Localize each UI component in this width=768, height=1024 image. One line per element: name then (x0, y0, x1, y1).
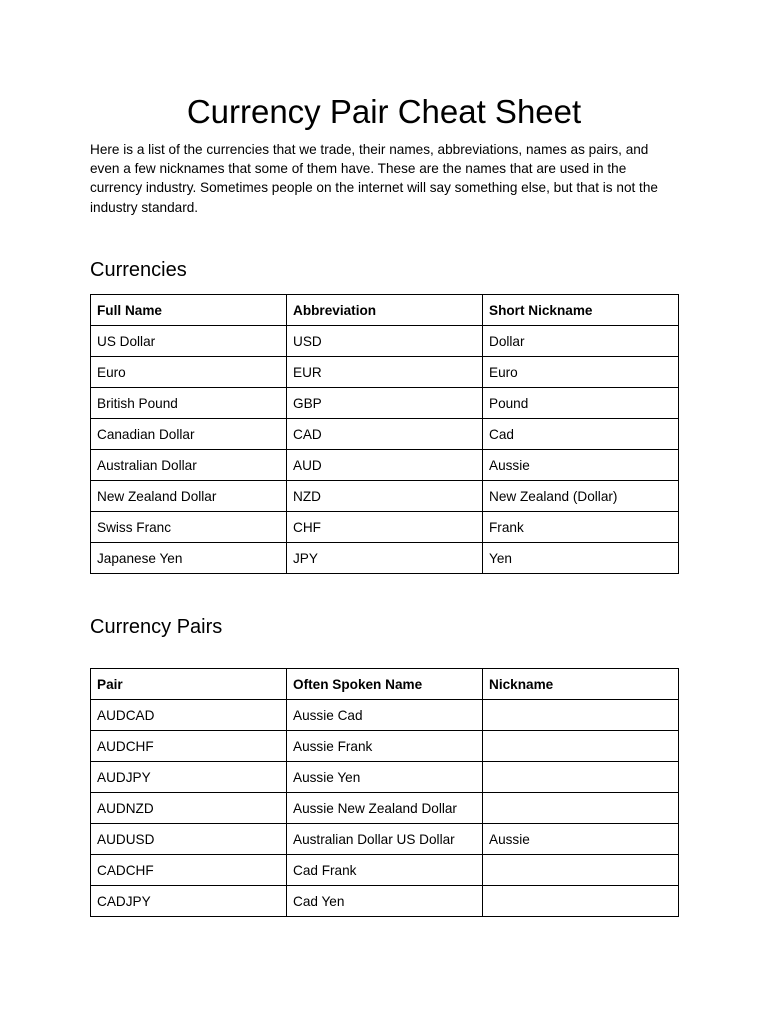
table-cell (483, 731, 679, 762)
table-cell: USD (287, 326, 483, 357)
table-cell: AUDCHF (91, 731, 287, 762)
currency-pairs-table (90, 668, 679, 917)
table-cell: Aussie Cad (287, 700, 483, 731)
table-cell: CADCHF (91, 855, 287, 886)
table-cell: Canadian Dollar (91, 419, 287, 450)
table-row (91, 512, 679, 543)
table-row (91, 762, 679, 793)
table-row (91, 419, 679, 450)
table-cell: Euro (483, 357, 679, 388)
table-cell: New Zealand (Dollar) (483, 481, 679, 512)
table-cell: AUDNZD (91, 793, 287, 824)
table-cell (483, 793, 679, 824)
table-cell: AUDUSD (91, 824, 287, 855)
table-row (91, 481, 679, 512)
table-cell: US Dollar (91, 326, 287, 357)
column-header: Pair (91, 669, 287, 700)
table-cell: NZD (287, 481, 483, 512)
table-cell: Aussie Frank (287, 731, 483, 762)
table-row (91, 886, 679, 917)
table-row (91, 326, 679, 357)
column-header: Nickname (483, 669, 679, 700)
table-header-row (91, 669, 679, 700)
table-cell: Aussie (483, 450, 679, 481)
table-cell: Cad Frank (287, 855, 483, 886)
table-cell: CAD (287, 419, 483, 450)
table-cell: AUDJPY (91, 762, 287, 793)
table-header-row (91, 295, 679, 326)
table-row (91, 450, 679, 481)
table-cell (483, 762, 679, 793)
intro-paragraph: Here is a list of the currencies that we trade, their names, abbreviations, names as pairs, and even a few nicknames that some of them have. These are the names that are used in the currency industry. Sometimes people on the internet will say something else, but that is not the industry standard. (90, 142, 658, 215)
table-cell: Cad (483, 419, 679, 450)
column-header: Short Nickname (483, 295, 679, 326)
table-row (91, 824, 679, 855)
table-cell: New Zealand Dollar (91, 481, 287, 512)
table-cell: Aussie (483, 824, 679, 855)
page-title: Currency Pair Cheat Sheet (186, 93, 582, 130)
table-cell: Australian Dollar (91, 450, 287, 481)
table-cell: Dollar (483, 326, 679, 357)
currency-pairs-heading: Currency Pairs (90, 616, 223, 638)
table-row (91, 793, 679, 824)
table-cell: Yen (483, 543, 679, 574)
table-cell: Cad Yen (287, 886, 483, 917)
table-cell: CADJPY (91, 886, 287, 917)
table-cell: CHF (287, 512, 483, 543)
column-header: Full Name (91, 295, 287, 326)
table-cell: Swiss Franc (91, 512, 287, 543)
column-header: Often Spoken Name (287, 669, 483, 700)
table-cell (483, 700, 679, 731)
table-row (91, 543, 679, 574)
table-cell: Pound (483, 388, 679, 419)
currencies-table (90, 294, 679, 574)
table-row (91, 388, 679, 419)
column-header: Abbreviation (287, 295, 483, 326)
table-cell: AUDCAD (91, 700, 287, 731)
table-cell: GBP (287, 388, 483, 419)
table-cell: British Pound (91, 388, 287, 419)
table-row (91, 357, 679, 388)
table-cell: Aussie Yen (287, 762, 483, 793)
table-cell: EUR (287, 357, 483, 388)
table-row (91, 855, 679, 886)
table-cell (483, 886, 679, 917)
table-row (91, 700, 679, 731)
table-cell: Euro (91, 357, 287, 388)
currencies-heading: Currencies (90, 259, 187, 281)
table-cell: Australian Dollar US Dollar (287, 824, 483, 855)
table-cell: AUD (287, 450, 483, 481)
table-cell (483, 855, 679, 886)
table-row (91, 731, 679, 762)
table-cell: JPY (287, 543, 483, 574)
table-cell: Japanese Yen (91, 543, 287, 574)
table-cell: Frank (483, 512, 679, 543)
table-cell: Aussie New Zealand Dollar (287, 793, 483, 824)
